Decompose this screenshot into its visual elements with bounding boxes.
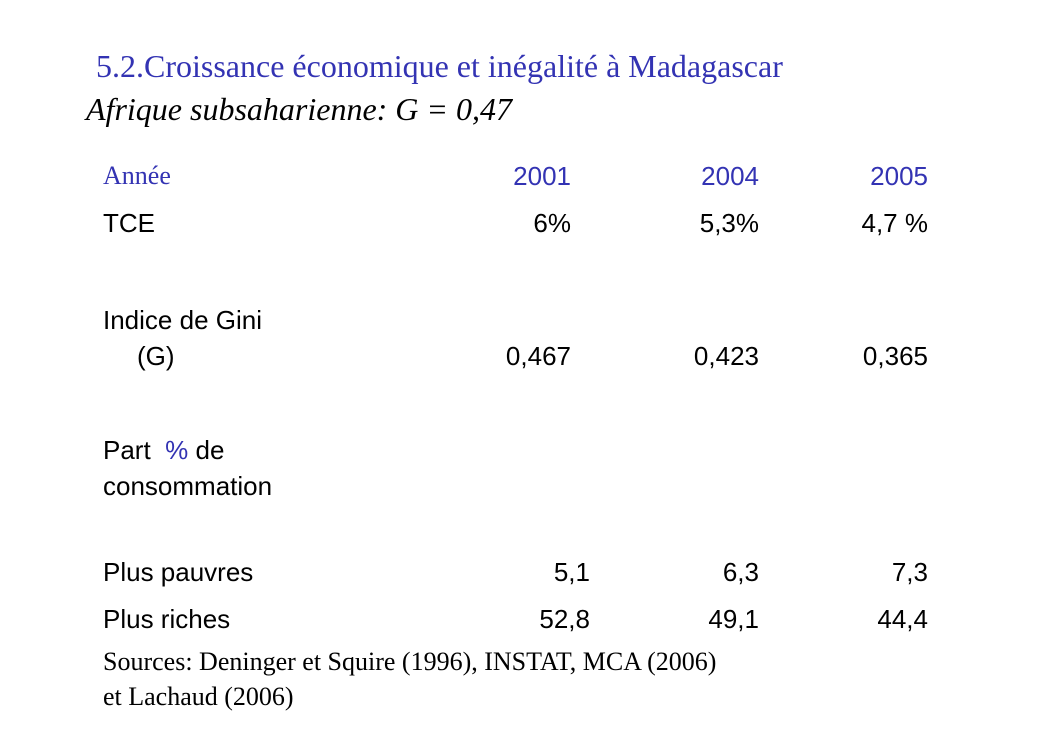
section-label-line2: consommation (103, 471, 273, 501)
part-word: Part (103, 435, 151, 465)
tce-2005: 4,7 % (861, 208, 928, 238)
pauvres-2001: 5,1 (553, 557, 590, 587)
header-2001: 2001 (513, 161, 571, 191)
slide-subtitle: Afrique subsaharienne: G = 0,47 (86, 91, 512, 127)
sources-note (103, 644, 863, 714)
pauvres-2004: 6,3 (722, 557, 759, 587)
tce-2004: 5,3% (699, 208, 759, 238)
header-2004: 2004 (701, 161, 759, 191)
row-label-riches: Plus riches (103, 604, 231, 634)
gini-2005: 0,365 (862, 341, 928, 371)
row-label-tce: TCE (103, 208, 155, 238)
riches-2001: 52,8 (539, 604, 590, 634)
pauvres-2005: 7,3 (891, 557, 928, 587)
row-label-gini-line1: Indice de Gini (103, 305, 262, 335)
de-word: de (195, 435, 225, 465)
header-2005: 2005 (870, 161, 928, 191)
percent-sign: % (165, 435, 189, 465)
slide-title: 5.2.Croissance économique et inégalité à Madagascar (96, 48, 783, 84)
sources-line1: Sources: Deninger et Squire (1996), INSTAT, MCA (2006) (103, 647, 717, 676)
tce-2001: 6% (533, 208, 571, 238)
riches-2004: 49,1 (708, 604, 759, 634)
gini-2001: 0,467 (505, 341, 571, 371)
row-label-pauvres: Plus pauvres (103, 557, 254, 587)
header-year-label: Année (103, 161, 171, 190)
riches-2005: 44,4 (877, 604, 928, 634)
sources-line2: et Lachaud (2006) (103, 682, 294, 711)
section-label-line1 (103, 432, 224, 468)
gini-2004: 0,423 (693, 341, 759, 371)
row-label-gini-line2: (G) (137, 341, 175, 371)
